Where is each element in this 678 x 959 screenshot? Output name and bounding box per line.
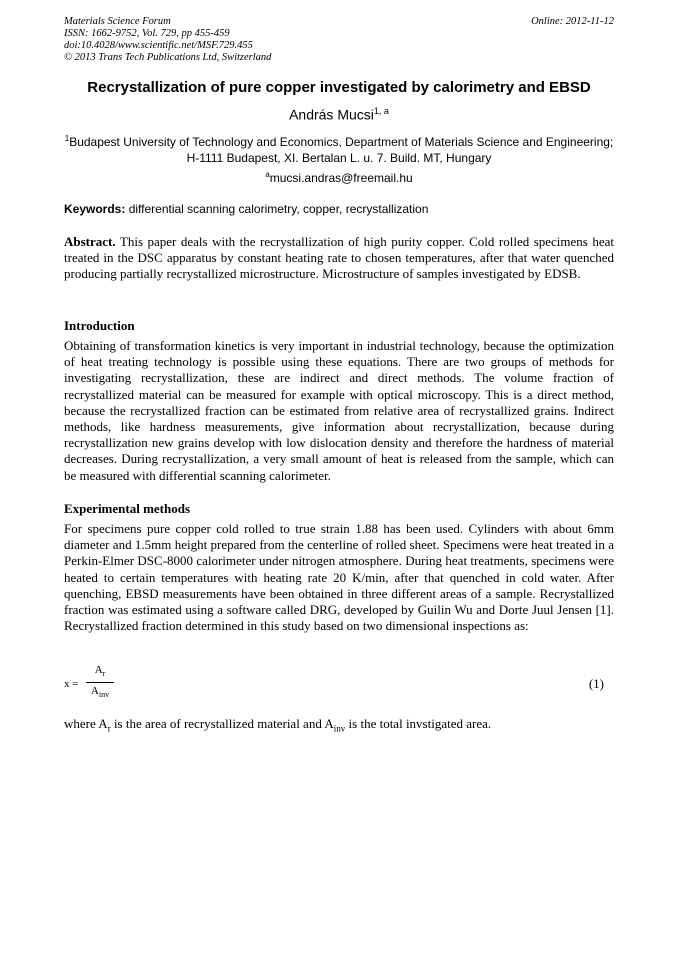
abstract — [64, 234, 614, 283]
abstract-label: Abstract. — [64, 234, 116, 249]
paper-title: Recrystallization of pure copper investigated by calorimetry and EBSD — [87, 79, 591, 96]
where-part-1: where A — [64, 716, 108, 731]
equation-denominator — [86, 685, 114, 701]
author-superscript: 1, a — [373, 106, 389, 116]
affiliation — [64, 131, 614, 166]
affiliation-text: Budapest University of Technology and Economics, Department of Materials Science and Engineering; H-1111 Budapest, XI. Bertalan L. u. 7. Build. MT, Hungary — [69, 135, 614, 165]
abstract-text: This paper deals with the recrystallization of high purity copper. Cold rolled specimens heat treated in the DSC apparatus by constant heating rate to chosen temperatures, after that water quenched producing partially recrystallized microstructure. Microstructure of samples investigated by EDSB. — [64, 234, 615, 282]
numerator-base: A — [94, 664, 103, 676]
where-part-2: is the area of recrystallized material and A — [110, 716, 334, 731]
where-clause — [64, 716, 491, 737]
experimental-heading: Experimental methods — [64, 501, 191, 516]
affiliation-superscript: 1 — [64, 134, 70, 143]
experimental-text: For specimens pure copper cold rolled to true strain 1.88 has been used. Cylinders with about 6mm diameter and 1.5mm height prepared from the centerline of rolled sheet. Specimens were heat treated in a Perkin-Elmer DSC-8000 calorimeter under nitrogen atmosphere. During heat treatments, specimens were heated to certain temperatures with heating rate 20 K/min, after that quenched in cold water. After quenching, EBSD measurements have been obtained in three different areas of a sample. Recrystallized fraction was estimated using a software called DRG, developed by Guilin Wu and Dorte Juul Jensen [1]. Recrystallized fraction determined in this study based on two dimensional inspections as: — [64, 521, 614, 634]
online-date: Online: 2012-11-12 — [531, 16, 614, 27]
author-email — [64, 167, 614, 186]
denominator-subscript: inv — [98, 690, 110, 700]
journal-name: Materials Science Forum — [64, 16, 171, 27]
introduction-text: Obtaining of transformation kinetics is very important in industrial technology, because the optimization of heat treating technology is possible using these equations. There are two groups of methods for investigating recrystallization, these are indirect and direct methods. The volume fraction of recrystallized material can be measured for example with optical microscopy. This is a direct method, because the recrystallized fraction can be estimated from relative area of recrystallized grains. Indirect methods, like hardness measurements, give information about recrystallization, because during recrystallization new grains develop with low dislocation density and therefore the hardness of material decreases. During recrystallization, a very small amount of heat is released from the sample, which can be measured with differential scanning calorimeter. — [64, 338, 614, 483]
equation-fraction — [86, 664, 114, 701]
where-part-3: is the total invstigated area. — [345, 716, 492, 731]
author-name: András Mucsi — [289, 106, 374, 123]
numerator-subscript: r — [102, 669, 106, 679]
email-text: mucsi.andras@freemail.hu — [269, 171, 413, 185]
keywords — [64, 202, 614, 217]
journal-copyright: © 2013 Trans Tech Publications Ltd, Switzerland — [64, 52, 272, 63]
journal-issn: ISSN: 1662-9752, Vol. 729, pp 455-459 — [64, 28, 230, 39]
author-line — [40, 102, 638, 124]
fraction-bar — [86, 682, 114, 683]
keywords-label: Keywords: — [64, 202, 126, 216]
where-sub-2: inv — [333, 723, 346, 734]
denominator-base: A — [90, 685, 99, 698]
journal-header — [64, 16, 271, 64]
journal-doi: doi:10.4028/www.scientific.net/MSF.729.455 — [64, 40, 253, 51]
equation-lhs: x = — [64, 678, 79, 690]
equation-numerator — [86, 664, 114, 680]
equation-number: (1) — [588, 676, 604, 691]
email-superscript: a — [265, 170, 270, 179]
introduction-heading: Introduction — [64, 318, 135, 333]
keywords-text: differential scanning calorimetry, copper, recrystallization — [128, 202, 429, 216]
where-sub-1: r — [107, 723, 111, 734]
equation-1 — [64, 664, 624, 704]
